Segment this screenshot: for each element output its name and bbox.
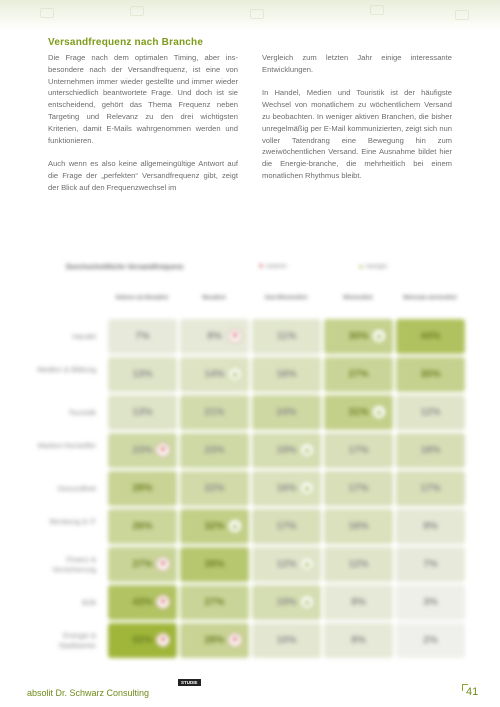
heatmap-cell xyxy=(108,433,177,468)
heatmap-cell xyxy=(180,509,249,544)
cell-value: 13% xyxy=(132,369,153,380)
down-arrow-icon: ▾ xyxy=(156,633,170,647)
heatmap-cell xyxy=(252,471,321,506)
envelope-icon xyxy=(250,9,264,19)
cell-value: 22% xyxy=(204,483,225,494)
down-arrow-icon: ▼ xyxy=(258,264,266,270)
heatmap-cell xyxy=(324,509,393,544)
legend-low-label: seltener xyxy=(265,264,287,270)
row-label: Finanz & Versicherung xyxy=(52,555,96,574)
cell-value: 44% xyxy=(420,331,441,342)
cell-value: 9% xyxy=(423,521,438,532)
heatmap-cell xyxy=(108,509,177,544)
text-column-left xyxy=(48,52,238,205)
cell-value: 12% xyxy=(348,559,369,570)
legend-high xyxy=(358,264,387,270)
heatmap-cell xyxy=(324,433,393,468)
heatmap-cell xyxy=(396,433,465,468)
cell-value: 27% xyxy=(204,597,225,608)
cell-value: 11% xyxy=(276,331,297,342)
down-arrow-icon: ▾ xyxy=(156,595,170,609)
row-label: Energie & Stadtwerke xyxy=(58,631,96,650)
heatmap-cell xyxy=(396,509,465,544)
heatmap-cell xyxy=(252,319,321,354)
paragraph: Auch wenn es also keine allgemeingültige Antwort auf die Frage der „perfekten“ Versandfrequenz gibt, zeigt der Blick auf den Frequenzwechsel im xyxy=(48,159,238,192)
heatmap-cell xyxy=(108,357,177,392)
column-header: Wöchentlich xyxy=(343,295,373,301)
row-label: B2B xyxy=(81,598,96,607)
heatmap-cell xyxy=(108,547,177,582)
cell-value: 19% xyxy=(276,445,297,456)
heatmap-cell xyxy=(252,547,321,582)
legend-low xyxy=(258,264,287,270)
cell-value: 18% xyxy=(420,445,441,456)
down-arrow-icon: ▾ xyxy=(156,443,170,457)
cell-value: 32% xyxy=(204,521,225,532)
cell-value: 16% xyxy=(348,521,369,532)
heatmap-cell xyxy=(252,623,321,658)
paragraph: Die Frage nach dem optimalen Timing, aber ins-besondere nach der Versandfrequenz, ist eine von Unternehmen immer wieder gestellte und immer wieder unterschiedlich beantwortete Frage. Und doch ist sie entscheidend, gehört das Thema Frequenz neben Targeting und Relevanz zu den drei wichtigsten Kriterien, damit E-Mails wahrgenommen werden und funktionieren. xyxy=(48,53,238,145)
cell-value: 27% xyxy=(348,369,369,380)
cell-value: 10% xyxy=(276,635,297,646)
heatmap-cell xyxy=(396,471,465,506)
row-label: Marken-hersteller xyxy=(37,441,96,450)
row-label: Touristik xyxy=(68,408,96,417)
down-arrow-icon: ▾ xyxy=(228,329,242,343)
cell-value: 23% xyxy=(204,445,225,456)
cell-value: 27% xyxy=(132,559,153,570)
down-arrow-icon: ▾ xyxy=(228,633,242,647)
heatmap-cell xyxy=(108,319,177,354)
heatmap-cell xyxy=(180,547,249,582)
heatmap-cell xyxy=(396,357,465,392)
heatmap-cell xyxy=(180,471,249,506)
cell-value: 28% xyxy=(132,483,153,494)
heatmap-cell xyxy=(180,433,249,468)
chart-title: Durchschnittliche Versandfrequenz xyxy=(66,264,184,271)
heatmap-cell xyxy=(396,547,465,582)
cell-value: 28% xyxy=(204,635,225,646)
envelope-icon xyxy=(40,8,54,18)
heatmap-cell xyxy=(396,319,465,354)
cell-value: 26% xyxy=(132,521,153,532)
heatmap-cell xyxy=(396,395,465,430)
heatmap-cell xyxy=(324,395,393,430)
paragraph: Vergleich zum letzten Jahr einige interessante Entwicklungen. xyxy=(262,53,452,74)
up-arrow-icon: ▴ xyxy=(300,595,314,609)
cell-value: 7% xyxy=(423,559,438,570)
cell-value: 17% xyxy=(420,483,441,494)
heatmap-cell xyxy=(252,395,321,430)
cell-value: 17% xyxy=(276,521,297,532)
heatmap-cell xyxy=(324,319,393,354)
up-arrow-icon: ▴ xyxy=(228,519,242,533)
text-column-right xyxy=(262,52,452,194)
column-header: Zwei-Wöchentlich xyxy=(264,295,308,301)
cell-value: 19% xyxy=(276,597,297,608)
heatmap-cell xyxy=(252,509,321,544)
up-arrow-icon: ▴ xyxy=(300,481,314,495)
cell-value: 39% xyxy=(204,559,225,570)
frequency-heatmap xyxy=(0,245,500,685)
cell-value: 13% xyxy=(132,407,153,418)
cell-value: 21% xyxy=(204,407,225,418)
heatmap-cell xyxy=(324,585,393,620)
column-header: Monatlich xyxy=(202,295,226,301)
cell-value: 12% xyxy=(276,559,297,570)
up-arrow-icon: ▲ xyxy=(358,264,366,270)
envelope-icon xyxy=(455,10,469,20)
cell-value: 8% xyxy=(351,635,366,646)
up-arrow-icon: ▴ xyxy=(300,557,314,571)
heatmap-cell xyxy=(108,623,177,658)
cell-value: 43% xyxy=(132,597,153,608)
up-arrow-icon: ▴ xyxy=(300,443,314,457)
section-heading: Versandfrequenz nach Branche xyxy=(48,37,204,48)
row-label: Handel xyxy=(72,332,96,341)
heatmap-cell xyxy=(108,585,177,620)
cell-value: 2% xyxy=(423,635,438,646)
row-label: Gesundheit xyxy=(57,484,96,493)
column-header: Seltener als Monatlich xyxy=(115,295,169,301)
row-label: Medien & Bildung xyxy=(37,365,96,374)
cell-value: 12% xyxy=(420,407,441,418)
up-arrow-icon: ▴ xyxy=(372,329,386,343)
heatmap-cell xyxy=(108,471,177,506)
paragraph: In Handel, Medien und Touristik ist der häufigste Wechsel von monatlichem zu wöchentlichem Versand zu beobachten. In weniger aktiven Branchen, die bisher unregelmäßig per E-Mail kommunizierten, zeigt sich nun voller Tatendrang eine Bewegung hin zum zweiwöchentlichen Versand. Eine Ausnahme bildet hier die Energie-branche, die mehrheitlich bei einem monatlichen Rhythmus bleibt. xyxy=(262,88,452,180)
heatmap-cell xyxy=(252,433,321,468)
cell-value: 8% xyxy=(351,597,366,608)
envelope-icon xyxy=(370,5,384,15)
heatmap-cell xyxy=(180,623,249,658)
heatmap-cell xyxy=(180,585,249,620)
page-number: 41 xyxy=(466,686,479,698)
down-arrow-icon: ▾ xyxy=(156,557,170,571)
heatmap-cell xyxy=(252,585,321,620)
cell-value: 30% xyxy=(348,331,369,342)
cell-value: 3% xyxy=(423,597,438,608)
heatmap-cell xyxy=(180,319,249,354)
heatmap-cell xyxy=(252,357,321,392)
cell-value: 17% xyxy=(348,445,369,456)
up-arrow-icon: ▴ xyxy=(372,405,386,419)
footer-brand: absolit Dr. Schwarz Consulting xyxy=(27,688,150,698)
heatmap-cell xyxy=(108,395,177,430)
cell-value: 24% xyxy=(276,407,297,418)
cell-value: 31% xyxy=(348,407,369,418)
cell-value: 23% xyxy=(132,445,153,456)
heatmap-cell xyxy=(396,623,465,658)
heatmap-cell xyxy=(396,585,465,620)
cell-value: 16% xyxy=(276,483,297,494)
column-header: Mehrmals wöchentlich xyxy=(403,295,457,301)
envelope-icon xyxy=(130,6,144,16)
heatmap-cell xyxy=(324,623,393,658)
heatmap-cell xyxy=(324,471,393,506)
heatmap-cell xyxy=(324,357,393,392)
legend-high-label: häufiger xyxy=(365,264,388,270)
cell-value: 7% xyxy=(135,331,150,342)
cell-value: 30% xyxy=(420,369,441,380)
heatmap-cell xyxy=(324,547,393,582)
row-label: Beratung & IT xyxy=(49,517,96,526)
cell-value: 14% xyxy=(204,369,225,380)
study-tag: STUDIE xyxy=(178,679,201,686)
cell-value: 16% xyxy=(276,369,297,380)
cell-value: 17% xyxy=(348,483,369,494)
heatmap-cell xyxy=(180,395,249,430)
cell-value: 55% xyxy=(132,635,153,646)
cell-value: 8% xyxy=(207,331,222,342)
heatmap-cell xyxy=(180,357,249,392)
up-arrow-icon: ▴ xyxy=(228,367,242,381)
